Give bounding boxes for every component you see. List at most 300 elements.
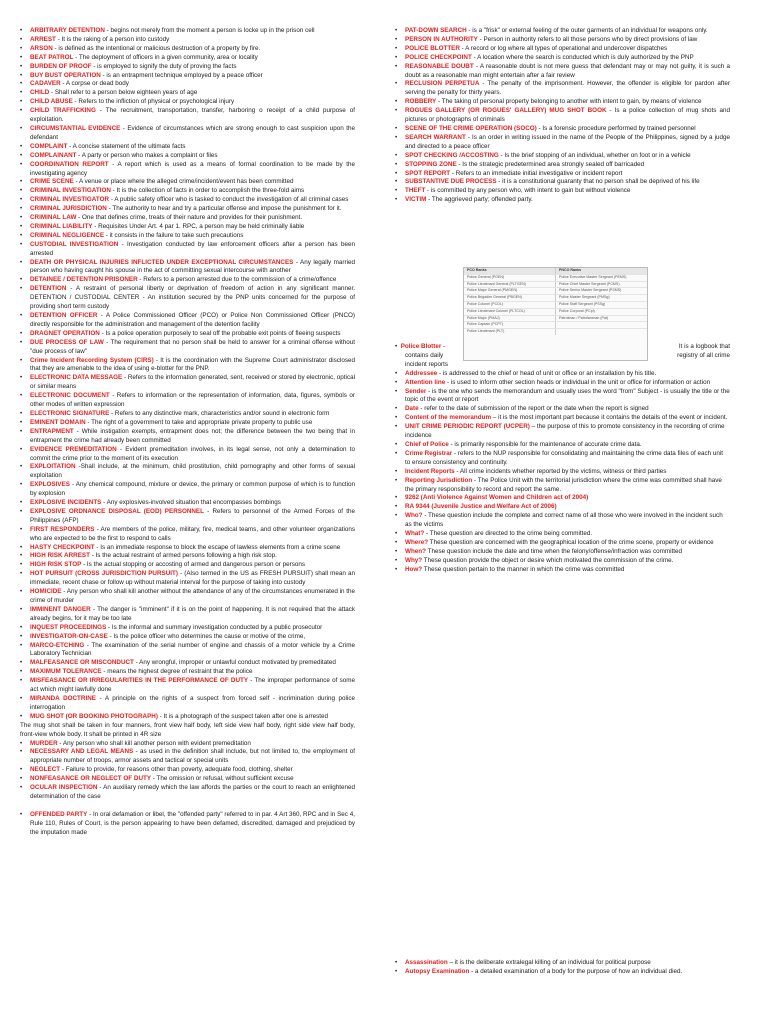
definition-item [20,205,355,214]
definition-term: CADAVER [30,80,61,88]
definition-item [395,530,730,539]
definition-item [395,161,730,170]
definition-item [395,959,730,968]
definition-term: POLICE CHECKPOINT [405,53,472,61]
left-definition-list [20,27,355,838]
rank-table-row [464,308,647,315]
definition-text: - Refers to personnel of the Armed Forces of the Philippines (AFP) [30,507,355,524]
definition-term: BEAT PATROL [30,53,74,61]
definition-text: - Is the police officer who determines the cause or motive of the crime, [107,632,306,640]
definition-text: - is used to inform other section heads or individual in the unit or office for information or action [445,378,711,386]
definition-text: - It is a photograph of the suspect taken after one is arrested [157,712,329,720]
definition-term: INQUEST PROCEEDINGS [30,623,107,631]
definition-text: - The taking of personal property belonging to another with intent to gain, by means of violence [436,98,702,106]
definition-item [395,968,730,977]
definition-item [395,152,730,161]
definition-text: These question include the date and time when the felony/offense/infraction was committed [426,547,682,555]
definition-term: THEFT [405,187,426,195]
definition-item [395,423,730,441]
definition-item [20,36,355,45]
definition-term: SPOT REPORT [405,169,451,177]
rank-table-row [464,294,647,301]
pco-rank-cell: Police General (PGEN) [467,274,505,279]
definition-text: - Refers to the information generated, sent, received or stored by electronic, optical or similar means [30,374,356,391]
blotter-term-wrap: • Police Blotter - [395,343,446,350]
definition-text: - The improper performance of some act which might lawfully done [30,677,355,694]
definition-term: HASTY CHECKPOINT [30,543,95,551]
definition-note: The mug shot shall be taken in four manners, front view half body, left side view half body, right side view half body, front-view whole body. It shall be printed in 4R size [20,721,355,738]
definition-term: PERSON IN AUTHORITY [405,35,478,43]
definition-text: - (Also termed in the US as FRESH PURSUIT) shall mean an immediate, recent chase or follow up without material interval for the purpose of taking into custody [30,570,355,587]
definition-item [20,499,355,508]
definition-item [20,45,355,54]
definition-item [395,80,730,98]
blotter-term: Police Blotter [400,343,442,350]
rank-table-row [464,315,647,322]
definition-item [20,285,355,312]
definition-item [20,766,355,775]
definition-text: - In oral defamation or libel, the "offended party" referred to in par. 4 Art 360, RPC and in Sec 4, Rule 110, Rules of Court, is the person appearing to have been defamed, discredited, damaged and prejudiced by the imputation made [30,810,355,836]
definition-term: NONFEASANCE OR NEGLECT OF DUTY [30,775,152,783]
definition-text: - Any legally married person who having caught his spouse in the act of committing sexual intercourse with another [30,258,355,275]
definition-term: Attention line [405,378,446,386]
definition-item [20,784,355,802]
definition-term: ELECTRONIC DOCUMENT [30,392,110,400]
definition-item [20,54,355,63]
definition-text: - Is the informal and summary investigation conducted by a public prosecutor [106,623,323,631]
definition-item [395,512,730,530]
definition-item [395,125,730,134]
definition-item [20,89,355,98]
definition-item [20,107,355,125]
definition-item [395,107,730,125]
definition-text: – the purpose of this to promote consistency in the recording of crime incidence [405,423,725,440]
definition-item [395,441,730,450]
pnco-rank-cell [555,329,647,335]
definition-item [20,196,355,205]
definition-term: MAXIMUM TOLERANCE [30,668,102,676]
definition-item [20,80,355,89]
definition-text: - Refers to information or the representation of information, data, figures, symbols or other modes of written expression [30,392,355,409]
definition-term: COORDINATION REPORT [30,160,109,168]
definition-term: When? [405,547,426,555]
definition-term: EVIDENCE PREMEDITATION [30,445,117,453]
definition-item [395,548,730,557]
definition-item [20,722,355,740]
definition-term: MIRANDA DOCTRINE [30,694,96,702]
definition-text: - One that defines crime, treats of their nature and provides for their punishment. [76,214,303,222]
definition-item [20,508,355,526]
definition-item [20,374,355,392]
definition-text: - Requisites Under Art. 4 par 1. RPC, a person may be held criminally liable [92,222,305,230]
definition-term: PAT-DOWN SEARCH [405,27,467,34]
definition-item [395,566,730,575]
definition-term: DRAGNET OPERATION [30,329,100,337]
definition-text: - A venue or place where the alleged crime/incident/event has been committed [73,178,294,186]
definition-text: - A concise statement of the ultimate facts [67,142,186,150]
pco-rank-cell: Police Major General (PMGEN) [467,288,518,293]
definition-item [20,27,355,36]
definition-text: - means the highest degree of restraint that the police [101,668,253,676]
definition-text: – it is the deliberate extralegal killing of an individual for political purpose [447,959,651,966]
blotter-right-text: It is a logbook that [678,343,730,350]
definition-item [20,668,355,677]
definition-text: - a detailed examination of a body for the purpose of how an individual died. [469,967,683,975]
definition-item [395,539,730,548]
definition-item [20,63,355,72]
definition-text: These question provide the object or desire which motivated the commission of the crime. [422,556,674,564]
definition-text: - refers to the NUP responsible for consolidating and maintaining the crime data files of each unit to ensure consistency and continuity. [405,449,724,466]
definition-item [20,187,355,196]
definition-term: RA 9344 (Juvenile Justice and Welfare Act of 2006) [405,503,557,511]
definition-text: - Failure to provide, for reasons other than poverty, adequate food, clothing, shelter [60,766,293,774]
definition-item [20,178,355,187]
definition-term: VICTIM [405,196,427,204]
definition-term: FIRST RESPONDERS [30,525,95,533]
definition-text: - Are members of the police, military, fire, medical teams, and other volunteer organizations who are expected to be the first to respond to calls [30,525,355,542]
definition-text: - Any explosives-involved situation that encompasses bombings [101,499,281,507]
definition-text: - Is the strategic predetermined area strongly sealed off barricaded [456,160,645,168]
pco-rank-cell: Police Lieutenant (PLT) [467,329,505,334]
definition-term: Autopsy Examination [405,967,470,975]
definition-text: - The recruitment, transportation, transfer, harboring o receipt of a child purpose of exploitation. [30,107,355,124]
bottom-definition-list [395,959,730,977]
definition-term: 9262 (Anti Violence Against Women and Children act of 2004) [405,494,589,502]
definition-text: - It is the collection of facts in order to accomplish the three-fold aims [110,187,305,195]
definition-text: - A reasonable doubt is not mere guess that defendant may or may not guilty, it is such a doubt as a reasonable man might entertain after a fair review [405,62,731,79]
definition-term: ARREST [30,35,56,43]
definition-text: - A location where the search is conducted which is duly authorized by the PNP [471,53,694,61]
right-definition-list [395,27,730,205]
definition-term: CIRCUMSTANTIAL EVIDENCE [30,124,121,132]
definition-term: MARCO-ETCHING [30,641,85,649]
definition-item [20,659,355,668]
definition-item [395,450,730,468]
rank-table-row [464,287,647,294]
definition-item [395,196,730,205]
definition-term: SCENE OF THE CRIME OPERATION (SOCO) [405,124,537,132]
pnco-rank-cell: Police Executive Master Sergeant (PEMS) [555,275,647,281]
definition-item [20,695,355,713]
definition-item [395,134,730,152]
left-column [20,27,355,838]
definition-item [20,428,355,446]
definition-term: Chief of Police [405,440,449,448]
pnco-rank-cell: Patrolman / Patrolwoman (Pat) [555,316,647,322]
definition-term: How? [405,565,423,573]
definition-item [20,125,355,143]
definition-term: EXPLOSIVES [30,481,70,489]
definition-term: COMPLAINT [30,142,68,150]
definition-term: Incident Reports [405,467,455,475]
definition-term: Reporting Jurisdiction [405,476,473,484]
definition-text: - Person in authority refers to all those persons who by direct provisions of law [477,35,698,43]
definition-item [395,45,730,54]
definition-term: MISFEASANCE OR IRREGULARITIES IN THE PERFORMANCE OF DUTY [30,677,249,685]
definition-term: STOPPING ZONE [405,160,457,168]
definition-item [20,775,355,784]
definition-term: SPOT CHECKING /ACCOSTING [405,151,499,159]
definition-item [395,36,730,45]
definition-text: - is an entrapment technique employed by a peace officer [100,71,263,79]
definition-text: - The penalty of the imprisonment. However, the offender is eligible for pardon after serving the penalty for thirty years. [405,80,730,97]
definition-text: - The examination of the serial number of engine and chassis of a motor vehicle by a Crime Laboratory Technician [30,641,355,658]
rank-table-row [464,301,647,308]
definition-item [20,223,355,232]
definition-item [395,98,730,107]
definition-item [395,178,730,187]
definition-text: - A report which is used as a means of formal coordination to be made by the investigating agency [30,160,355,177]
definition-text: - A public safety officer who is tasked to conduct the investigation of all criminal cases [109,196,349,204]
definition-text: - The danger is "imminent" if it is on the point of happening. It is not required that the attack already begins, for it may be too late [30,605,355,622]
definition-text: - it is a constitutional guaranty that no person shall be deprived of his life [496,178,700,186]
definition-term: DETAINEE / DETENTION PRISONER [30,276,138,284]
definition-term: CHILD TRAFFICKING [30,107,96,115]
definition-text: - A record or log where all types of operational and undercover dispatches [459,44,668,52]
definition-text: - Is the actual restraint of armed persons following a high risk stop. [89,552,277,560]
definition-item [395,557,730,566]
definition-item [395,503,730,512]
definition-item [20,713,355,722]
definition-text: - is a "frisk" or external feeling of the outer garments of an individual for weapons only. [466,27,708,34]
definition-item [395,63,730,81]
definition-text: - It is the coordination with the Supreme Court administrator disclosed that they are amenable to the idea of using e-blotter for the PNP. [30,356,356,373]
definition-term: CRIMINAL INVESTIGATION [30,187,111,195]
definition-text: - Evident premeditation involves, in its legal sense, not only a determination to commit the crime prior to the moment of its execution [30,445,355,462]
definition-term: CUSTODIAL INVESTIGATION [30,240,119,248]
pco-rank-cell: Police Major (PMAJ) [467,315,500,320]
definition-term: CRIME SCENE [30,178,74,186]
definition-term: MALFEASANCE OR MISCONDUCT [30,659,134,667]
definition-item [20,392,355,410]
definition-text: - Evidence of circumstances which are strong enough to cast suspicion upon the defendant [30,124,355,141]
definition-text: - The right of a government to take and appropriate private property to public use [85,418,313,426]
definition-text: - A restraint of personal liberty or deprivation of freedom of action in any significant manner. DETENTION / CUSTODIAL CENTER - An institution secured by the PNP units concerned for the purpose of providing short term custody [30,285,355,311]
blotter-contains: contains daily [405,351,444,359]
definition-text: - Any person who shall kill another without the attendance of any of the circumstances enumerated in the crime of murder [30,588,355,604]
police-blotter-entry [395,343,730,575]
definition-item [395,414,730,423]
definition-item [20,606,355,624]
definition-term: INVESTIGATOR-ON-CASE [30,632,108,640]
pco-rank-cell: Police Captain (PCPT) [467,322,504,327]
definition-text: - is defined as the intentional or malicious destruction of a property by fire. [52,44,261,52]
definition-term: OFFENDED PARTY [30,810,88,818]
definition-term: UNIT CRIME PERIODIC REPORT (UCPER) [405,423,530,431]
definition-term: NEGLECT [30,766,61,774]
definition-text: - it consists in the failure to take such precautions [104,231,244,239]
definition-term: MURDER [30,739,58,747]
definition-text: - Refers to an immediate initial investigative or incident report [450,169,623,177]
definition-item [20,526,355,544]
definition-item [20,419,355,428]
definition-text: - These question include the complete and correct name of all those who were involved in the incident such as the victims [405,512,723,529]
definition-text: - Is a forensic procedure performed by trained personnel [536,124,696,132]
definition-text: - Any chemical compound, mixture or device, the primary or common purpose of which is to function by explosion [30,481,355,498]
definition-term: POLICE BLOTTER [405,44,460,52]
definition-text: - All crime incidents whether reported by the victims, witness or third parties [454,467,667,475]
definition-text: - Shall refer to a person below eighteen years of age [49,89,198,97]
definition-item [20,463,355,481]
blotter-incident: incident reports [405,360,449,368]
definition-term: BUY BUST OPERATION [30,71,101,79]
definition-item [20,152,355,161]
definition-text: - These question are directed to the crime being committed. [424,530,593,538]
definition-item [20,588,355,606]
definition-term: CRIMINAL LAW [30,214,77,222]
definition-item [20,161,355,179]
definition-item [20,544,355,553]
definition-text: - Is an immediate response to block the escape of lawless elements from a crime scene [94,543,341,551]
definition-item [395,468,730,477]
definition-text: - refer to the date of submission of the report or the date when the report is signed [418,405,649,413]
definition-text: - The aggrieved party; offended party. [426,196,533,204]
definition-term: CHILD ABUSE [30,98,73,106]
definition-item [20,570,355,588]
definition-term: OCULAR INSPECTION [30,784,98,792]
definition-item [20,98,355,107]
definition-term: NECESSARY AND LEGAL MEANS [30,748,134,756]
definition-term: BURDEN OF PROOF [30,62,92,70]
definition-text: - The authority to hear and try a particular offense and impose the punishment for it. [106,205,342,213]
blotter-dash: - [441,343,446,350]
definition-text: - A corpse or dead body [60,80,129,88]
definition-text: - Is the actual stopping or accosting of armed and dangerous person or persons [81,561,305,569]
definition-term: CHILD [30,89,50,97]
definition-term: COMPLAINANT [30,151,77,159]
definition-item [20,276,355,285]
definition-term: DEATH OR PHYSICAL INJURIES INFLICTED UNDER EXCEPTIONAL CIRCUMSTANCES [30,258,294,266]
pnco-rank-cell [555,322,647,328]
definition-item [395,388,730,406]
pco-rank-cell: Police Lieutenant General (PLTGEN) [467,281,526,286]
definition-term: ARBITRARY DETENTION [30,27,105,34]
definition-text: - is committed by any person who, with intent to gain but without violence [425,187,631,195]
definition-term: CRIMINAL JURISDICTION [30,205,107,213]
definition-term: MUG SHOT (OR BOOKING PHOTOGRAPH) [30,712,158,720]
definition-term: Where? [405,538,429,546]
pnco-rank-cell: Police Master Sergeant (PMSg) [555,295,647,301]
definition-text: - Is the brief stopping of an individual, whether on foot or in a vehicle [498,151,691,159]
definition-item [20,241,355,259]
pco-rank-cell: Police Brigadier General (PBGEN) [467,295,522,300]
definition-item [20,410,355,419]
definition-term: HIGH RISK STOP [30,561,82,569]
definition-item [20,561,355,570]
definition-item [20,624,355,633]
definition-item [20,552,355,561]
definition-term: Content of the memorandum [405,414,492,422]
definition-item [395,477,730,495]
definition-text: These question are concerned with the geographical location of the crime scene, property or evidence [428,538,714,546]
definition-text: - Investigation conducted by law enforcement officers after a person has been arrested [30,240,355,257]
definition-term: ROBBERY [405,98,437,106]
definition-term: SEARCH WARRANT [405,133,466,141]
pco-rank-cell: Police Colonel (PCOL) [467,301,504,306]
definition-term: ARSON [30,44,53,52]
definition-text: - It is the raking of a person into custody [55,35,170,43]
definition-term: Assassination [405,959,448,966]
definition-text: - A Police Commissioned Officer (PCO) or Police Non Commissioned Officer (PNCO) directly responsible for the administration and management of the detention facility [30,312,355,328]
definition-item [395,54,730,63]
rank-table-body [464,274,647,335]
definition-term: ELECTRONIC SIGNATURE [30,409,110,417]
definition-text: -Shall include, at the minimum, child prostitution, child pornography and other forms of sexual exploitation [30,463,355,480]
definition-text: - The deployment of officers in a given community, area or locality [73,53,258,61]
definition-item [395,379,730,388]
definition-item [395,187,730,196]
definition-text: - is addressed to the chief or head of unit or office or an installation by his title. [437,369,657,377]
definition-item [20,446,355,464]
definition-item [20,357,355,375]
definition-item [20,677,355,695]
definition-term: Sender [405,387,427,395]
definition-text: – it is the most important part because it contains the details of the event or incident. [491,414,728,422]
definition-term: CRIMINAL NEGLIGENCE [30,231,105,239]
blotter-registry: registry of all crime [677,351,730,359]
definition-term: CRIMINAL LIABILITY [30,222,93,230]
definition-term: SUBSTANTIVE DUE PROCESS [405,178,497,186]
definition-term: Crime Registrar [405,449,453,457]
definition-item [20,740,355,749]
definition-text: - A party or person who makes a complaint or files [76,151,218,159]
definition-term: EXPLOITATION [30,463,76,471]
definition-item [20,232,355,241]
pnco-rank-cell: Police Corporal (PCpl) [555,309,647,315]
definition-text: - Is a police collection of mug shots and pictures or photographs of criminals [405,107,730,124]
definition-text: - Is a police operation purposely to seal off the probable exit points of fleeing suspects [99,329,341,337]
definition-text: - is the one who sends the memorandum and usually uses the word "from" Subject - is usually the title or the topic of the event or report [405,387,730,404]
definition-term: ENTRAPMENT [30,427,74,435]
definition-term: What? [405,530,425,538]
definition-item [20,481,355,499]
definition-term: HIGH RISK ARREST [30,552,90,560]
definition-item [395,170,730,179]
rank-table-row [464,328,647,335]
definition-text: - is employed to signify the duty of proving the facts [91,62,237,70]
definition-text: - begins not merely from the moment a person is locke up in the prison cell [104,27,315,34]
definition-term: EXPLOSIVE ORDNANCE DISPOSAL (EOD) PERSONNEL [30,507,204,515]
definition-text: - Refers to any distinctive mark, characteristics and/or sound in electronic form [109,409,330,417]
definition-item [395,494,730,503]
definition-text: These question pertain to the manner in which the crime was committed [422,565,625,573]
definition-text: - An auxiliary remedy which the law affords the parties or the court to reach an enlightened determination of the case [30,784,355,800]
definition-term: REASONABLE DOUBT [405,62,474,70]
rank-table-row [464,274,647,281]
pco-rank-cell: Police Lieutenant Colonel (PLTCOL) [467,308,525,313]
definition-item [20,339,355,357]
rank-table-row [464,281,647,288]
definition-term: HOMICIDE [30,588,62,596]
definition-term: Who? [405,512,423,520]
definition-term: Date [405,405,419,413]
definition-term: ROGUES GALLERY (OR ROGUES' GALLERY) MUG SHOT BOOK [405,107,607,115]
definition-item [395,27,730,36]
definition-item [395,405,730,414]
rank-table-header-pco: PCO Ranks [467,268,487,272]
definition-text: - is primarily responsible for the maintenance of accurate crime data. [448,440,642,448]
definition-item [20,642,355,660]
definition-item [20,259,355,277]
memo-definition-list [395,370,730,575]
definition-item [20,214,355,223]
rank-table-header-pnco: PNCO Ranks [555,268,647,274]
pnco-rank-cell: Police Senior Master Sergeant (PSMS) [555,288,647,294]
definition-text: - Refers to a person arrested due to the commission of a crime/offence [137,276,337,284]
definition-term: HOT PURSUIT (CROSS JURISDICTION PURSUIT) [30,570,178,578]
pnco-rank-cell: Police Staff Sergeant (PSSg) [555,302,647,308]
definition-term: EMINENT DOMAIN [30,418,86,426]
